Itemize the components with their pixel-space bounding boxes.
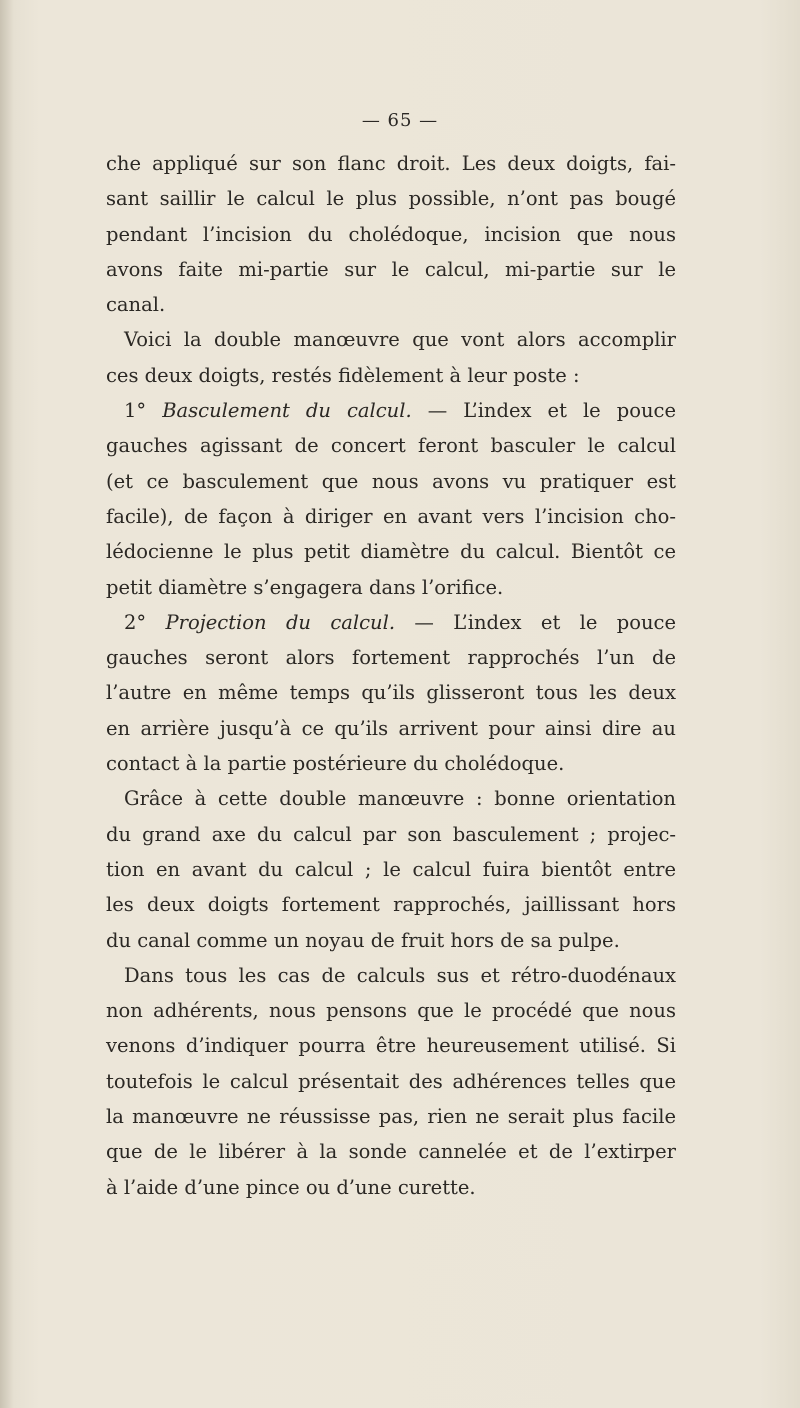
text-line: venons d’indiquer pourra être heureusement utilisé. Si: [106, 1034, 676, 1058]
text-line: che appliqué sur son flanc droit. Les deux doigts, fai-: [106, 152, 676, 175]
text-line: du grand axe du calcul par son basculement ; projec-: [106, 822, 676, 846]
text-line: pendant l’incision du cholédoque, incision que nous: [106, 222, 676, 246]
subheading-projection: Projection du calcul.: [165, 610, 396, 634]
item-number: 1°: [124, 399, 147, 423]
text-line: non adhérents, nous pensons que le procédé que nous: [106, 999, 676, 1023]
text-line: Grâce à cette double manœuvre : bonne orientation: [124, 787, 676, 811]
text-line: sant saillir le calcul le plus possible, n’ont pas bougé: [106, 187, 676, 211]
text-line: petit diamètre s’engagera dans l’orifice.: [106, 575, 504, 599]
text-line: gauches seront alors fortement rapprochés l’un de: [106, 646, 676, 670]
subheading-line-2: [106, 605, 676, 640]
line-remainder: — L’index et le pouce: [427, 399, 676, 423]
text-line: toutefois le calcul présentait des adhérences telles que: [106, 1069, 676, 1093]
text-line: tion en avant du calcul ; le calcul fuira bientôt entre: [106, 857, 676, 881]
text-line: en arrière jusqu’à ce qu’ils arrivent pour ainsi dire au: [106, 716, 676, 740]
text-line: canal.: [106, 293, 166, 317]
text-line: Voici la double manœuvre que vont alors accomplir: [124, 328, 676, 352]
text-line: la manœuvre ne réussisse pas, rien ne serait plus facile: [106, 1105, 676, 1129]
text-line: avons faite mi-partie sur le calcul, mi-partie sur le: [106, 257, 676, 281]
text-line: gauches agissant de concert feront basculer le calcul: [106, 434, 676, 458]
subheading-basculement: Basculement du calcul.: [162, 399, 412, 423]
subheading-line-1: [106, 393, 676, 428]
text-line: que de le libérer à la sonde cannelée et de l’extirper: [106, 1140, 676, 1164]
text-line: contact à la partie postérieure du cholédoque.: [106, 752, 565, 776]
text-line: du canal comme un noyau de fruit hors de sa pulpe.: [106, 928, 620, 952]
page-number: — 65 —: [361, 110, 439, 131]
text-line: Dans tous les cas de calculs sus et rétro-duodénaux: [124, 963, 676, 987]
line-remainder: — L’index et le pouce: [414, 610, 677, 634]
body-text: [106, 146, 676, 1205]
item-number: 2°: [124, 610, 147, 634]
text-line: à l’aide d’une pince ou d’une curette.: [106, 1175, 476, 1199]
text-line: l’autre en même temps qu’ils glisseront tous les deux: [106, 681, 676, 705]
text-line: les deux doigts fortement rapprochés, jaillissant hors: [106, 893, 676, 917]
text-line: lédocienne le plus petit diamètre du calcul. Bientôt ce: [106, 540, 676, 564]
text-line: (et ce basculement que nous avons vu pratiquer est: [106, 469, 676, 493]
text-line: facile), de façon à diriger en avant vers l’incision cho-: [106, 504, 676, 528]
text-line: ces deux doigts, restés fidèlement à leur poste :: [106, 363, 580, 387]
